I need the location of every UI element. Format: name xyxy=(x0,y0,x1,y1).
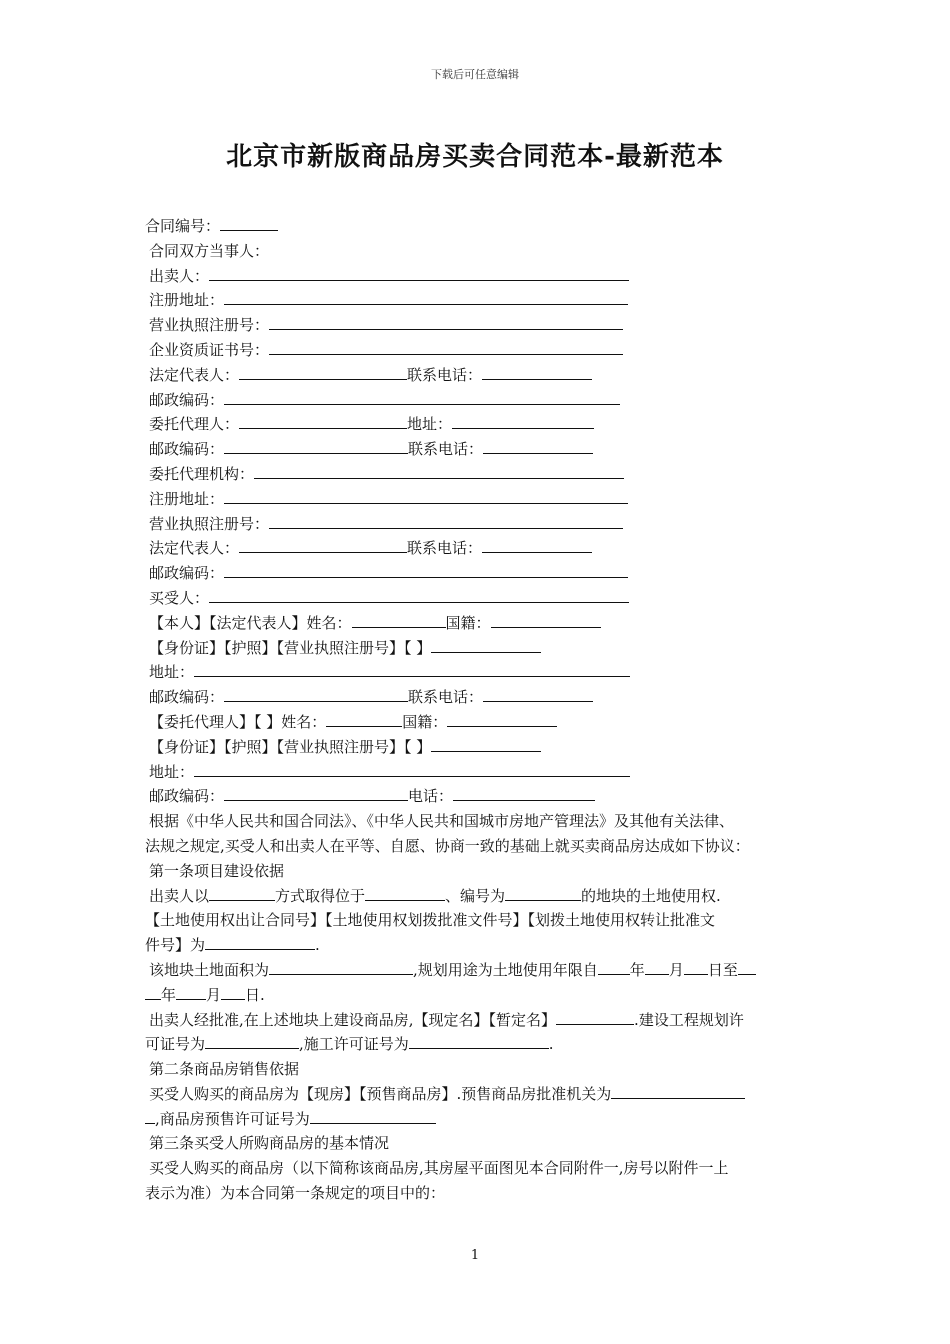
page-header-note: 下载后可任意编辑 xyxy=(431,68,519,81)
contract-number-field[interactable] xyxy=(220,214,278,231)
id-number-field[interactable] xyxy=(431,636,541,653)
year-field[interactable] xyxy=(598,958,630,975)
document-title: 北京市新版商品房买卖合同范本-最新范本 xyxy=(226,142,724,172)
end-year-field[interactable] xyxy=(738,958,756,975)
postcode-field[interactable] xyxy=(224,388,620,405)
phone-field[interactable] xyxy=(453,784,595,801)
agent-address-field[interactable] xyxy=(452,412,594,429)
location-field[interactable] xyxy=(365,884,445,901)
legal-rep-field[interactable] xyxy=(239,536,407,553)
agent-field[interactable] xyxy=(239,412,407,429)
parties-heading: 合同双方当事人： xyxy=(149,241,270,260)
project-name-field[interactable] xyxy=(556,1008,634,1025)
agent-name-field[interactable] xyxy=(326,710,402,727)
contract-body: 合同编号： 合同双方当事人： 出卖人： 注册地址： 营业执照注册号： 企业资质证书号： 法定代表人： 联系电话： 邮政编码： 委托代理人： 地址： 邮政编码： 联系电话： 委托代理机构： 注册地址： 营业执照注册号： 法定代表人： 联系电话： 邮政编码： 买受人： 【本人】【法定代表人】姓名： 国籍： 【身份证】【护照】【营业执照注册号】【 】 地址： 邮政编码： 联系电话： 【委托代理人】【 】姓名： 国籍： 【身份证】【护照】【营业执照注册号】【 】 地址： 邮政编码： 电话： 根据《中华人民共和国合同法》、《中华人民共和国城市房地产管理法》及其他有关法律、 法规之规定,买受人和出卖人在平等、自愿、协商一致的基础上就买卖商品房达成如下协议： 第一条项目建设依据 出卖人以 方式取得位于 、编号为 的地块的土地使用权. 【土地使用权出让合同号】【土地使用权划拨批准文件号】【划拨土地使用权转让批准文 件号】为 . 该地块土地面积为 ,规划用途为土地使用年限自 年 月 日至 年 月 日. 出卖人经批准,在上述地块上建设商品房,【现定名】【暂定名】 .建设工程规划许 可证号为 ,施工许可证号为 . 第二条商品房销售依据 买受人购买的商品房为【现房】【预售商品房】.预售商品房批准机关为 ,商品房预售许可证号为 第三条买受人所购商品房的基本情况 买受人购买的商品房（以下简称该商品房,其房屋平面图见本合同附件一,房号以附件一上 表示为准）为本合同第一条规定的项目中的： xyxy=(145,214,810,1206)
plot-number-field[interactable] xyxy=(505,884,581,901)
month-field[interactable] xyxy=(645,958,669,975)
registered-address-field[interactable] xyxy=(224,487,628,504)
end-year-field[interactable] xyxy=(145,983,161,1000)
phone-field[interactable] xyxy=(482,363,592,380)
day-field[interactable] xyxy=(684,958,708,975)
business-license-field[interactable] xyxy=(269,512,623,529)
page-number: 1 xyxy=(470,1248,480,1263)
basis-paragraph: 根据《中华人民共和国合同法》、《中华人民共和国城市房地产管理法》及其他有关法律、 xyxy=(149,812,735,831)
end-month-field[interactable] xyxy=(176,983,206,1000)
postcode-field[interactable] xyxy=(224,784,408,801)
contract-number-line: 合同编号： xyxy=(145,214,810,239)
phone-field[interactable] xyxy=(482,536,592,553)
presale-permit-field[interactable] xyxy=(310,1107,436,1124)
address-field[interactable] xyxy=(194,760,630,777)
buyer-field[interactable] xyxy=(209,586,629,603)
contract-no-field[interactable] xyxy=(205,933,315,950)
id-number-field[interactable] xyxy=(431,735,541,752)
land-area-field[interactable] xyxy=(269,958,413,975)
article-2-heading: 第二条商品房销售依据 xyxy=(149,1060,300,1079)
phone-field[interactable] xyxy=(483,685,593,702)
article-1-heading: 第一条项目建设依据 xyxy=(149,861,285,880)
nationality-field[interactable] xyxy=(447,710,557,727)
article-3-heading: 第三条买受人所购商品房的基本情况 xyxy=(149,1134,390,1153)
postcode-field[interactable] xyxy=(224,561,628,578)
phone-field[interactable] xyxy=(483,437,593,454)
address-field[interactable] xyxy=(194,660,630,677)
postcode-field[interactable] xyxy=(224,685,408,702)
planning-permit-field[interactable] xyxy=(205,1032,299,1049)
approval-authority-field[interactable] xyxy=(611,1082,745,1099)
postcode-field[interactable] xyxy=(224,437,408,454)
legal-rep-field[interactable] xyxy=(239,363,407,380)
end-day-field[interactable] xyxy=(221,983,245,1000)
buyer-name-field[interactable] xyxy=(352,611,446,628)
acquisition-method-field[interactable] xyxy=(209,884,275,901)
business-license-field[interactable] xyxy=(269,313,623,330)
qualification-cert-field[interactable] xyxy=(269,338,623,355)
approval-authority-field[interactable] xyxy=(145,1107,155,1124)
agency-field[interactable] xyxy=(254,462,624,479)
seller-field[interactable] xyxy=(209,264,629,281)
nationality-field[interactable] xyxy=(491,611,601,628)
construction-permit-field[interactable] xyxy=(409,1032,549,1049)
registered-address-field[interactable] xyxy=(224,288,628,305)
